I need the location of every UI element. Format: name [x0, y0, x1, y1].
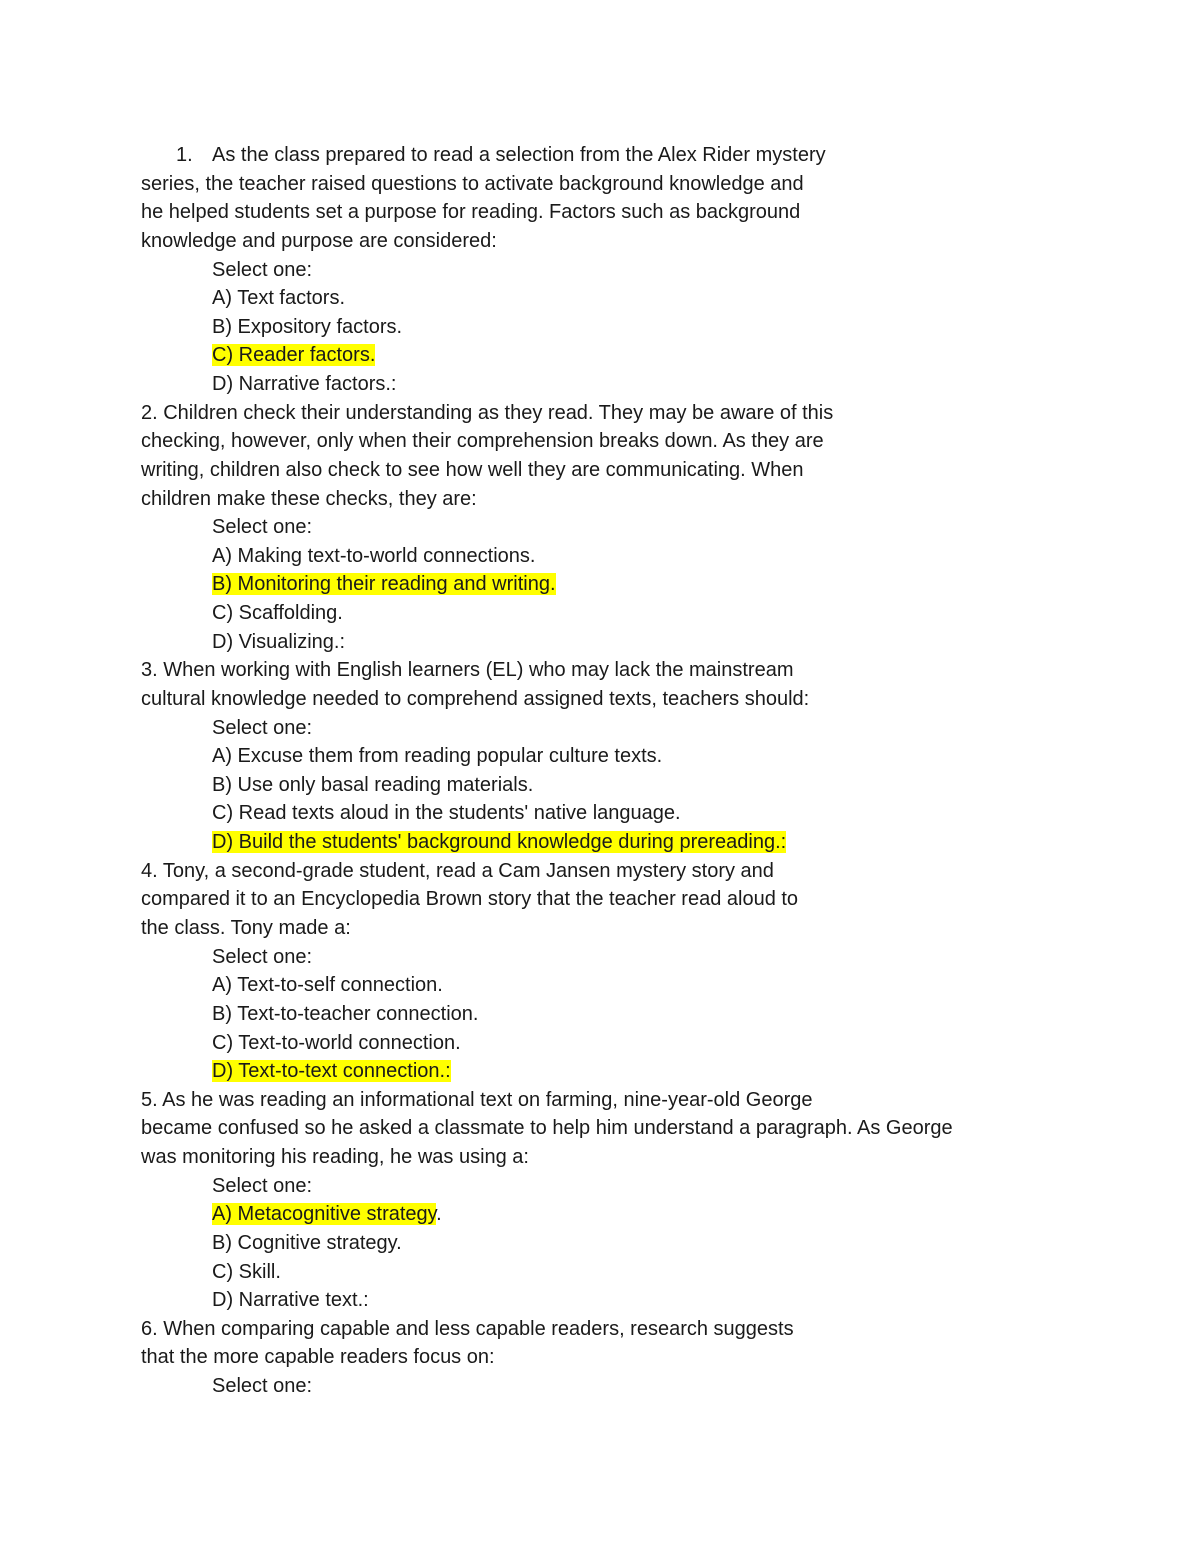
answer-option-correct-text: B) Monitoring their reading and writing. — [212, 573, 556, 596]
question-text-line — [212, 143, 826, 167]
answer-option-text: D) Narrative factors.: — [212, 373, 397, 396]
question-text-line-text: 3. When working with English learners (EL) who may lack the mainstream — [141, 659, 794, 682]
select-one-label-text: Select one: — [212, 1174, 313, 1197]
answer-option — [212, 773, 533, 797]
answer-option-correct-text: A) Metacognitive strategy — [212, 1203, 437, 1226]
question-text-line — [141, 172, 804, 196]
answer-option — [212, 544, 535, 568]
question-text-line-text: knowledge and purpose are considered: — [141, 229, 497, 252]
answer-option — [212, 1031, 461, 1055]
answer-option — [212, 315, 402, 339]
question-text-line — [141, 916, 351, 940]
answer-option-text: B) Use only basal reading materials. — [212, 773, 534, 796]
answer-option-correct-text: D) Text-to-text connection.: — [212, 1060, 451, 1083]
question-text-line-text: cultural knowledge needed to comprehend assigned texts, teachers should: — [141, 687, 810, 710]
answer-option — [212, 1002, 478, 1026]
answer-option-correct-text: C) Reader factors. — [212, 344, 376, 367]
question-text-line — [141, 458, 804, 482]
question-text-line-text: series, the teacher raised questions to activate background knowledge and — [141, 172, 804, 195]
answer-option — [212, 744, 662, 768]
select-one-label-text: Select one: — [212, 258, 313, 281]
question-text-line-text: 4. Tony, a second-grade student, read a Cam Jansen mystery story and — [141, 859, 774, 882]
answer-option-text: B) Cognitive strategy. — [212, 1231, 402, 1254]
select-one-label-text: Select one: — [212, 716, 313, 739]
answer-option-text: A) Excuse them from reading popular culture texts. — [212, 745, 663, 768]
answer-option-correct — [212, 1059, 451, 1083]
select-one-label — [212, 515, 312, 539]
answer-option — [212, 286, 345, 310]
question-text-line-text: the class. Tony made a: — [141, 917, 351, 939]
question-text-line-text: was monitoring his reading, he was using a: — [141, 1146, 529, 1169]
question-text-line — [141, 229, 497, 253]
question-text-line-text: 5. As he was reading an informational text on farming, nine-year-old George — [141, 1088, 813, 1111]
answer-option-suffix: . — [436, 1203, 442, 1226]
select-one-label — [212, 1174, 312, 1198]
question-text-line-text: he helped students set a purpose for reading. Factors such as background — [141, 201, 801, 224]
question-text-line — [141, 859, 774, 883]
question-text-line-text: writing, children also check to see how well they are communicating. When — [141, 458, 804, 481]
answer-option-text: D) Visualizing.: — [212, 630, 346, 653]
answer-option-text: A) Making text-to-world connections. — [212, 544, 536, 567]
question-text-line-text: became confused so he asked a classmate to help him understand a paragraph. As George — [141, 1117, 953, 1140]
answer-option-correct — [212, 1202, 442, 1226]
question-text-line — [141, 401, 833, 425]
question-text-line-text: 2. Children check their understanding as they read. They may be aware of this — [141, 401, 834, 424]
answer-option — [212, 801, 681, 825]
answer-option-text: A) Text factors. — [212, 287, 346, 310]
select-one-label — [212, 945, 312, 969]
answer-option — [212, 1288, 369, 1312]
answer-option-correct-text: D) Build the students' background knowledge during prereading.: — [212, 831, 787, 854]
question-text-line-text: compared it to an Encyclopedia Brown story that the teacher read aloud to — [141, 888, 799, 911]
question-text-line — [141, 1345, 495, 1369]
select-one-label-text: Select one: — [212, 1375, 313, 1398]
answer-option — [212, 1231, 402, 1255]
question-text-line — [141, 1116, 953, 1140]
answer-option-correct — [212, 572, 556, 596]
select-one-label-text: Select one: — [212, 516, 313, 539]
answer-option — [212, 372, 396, 396]
question-text-line — [141, 687, 809, 711]
question-text-line — [141, 1145, 529, 1169]
answer-option-text: C) Text-to-world connection. — [212, 1031, 461, 1054]
question-text-line — [141, 658, 793, 682]
question-text-line — [141, 487, 477, 511]
question-text-line — [141, 887, 798, 911]
select-one-label — [212, 1374, 312, 1398]
answer-option — [212, 1260, 281, 1284]
answer-option-text: B) Expository factors. — [212, 315, 403, 338]
answer-option — [212, 630, 345, 654]
question-text-line — [141, 429, 824, 453]
answer-option-correct — [212, 343, 375, 367]
answer-option-text: C) Read texts aloud in the students' native language. — [212, 802, 681, 825]
question-text-line-text: 6. When comparing capable and less capable readers, research suggests — [141, 1317, 794, 1340]
question-text-line — [141, 1317, 794, 1341]
question-text-line-text: checking, however, only when their comprehension breaks down. As they are — [141, 430, 824, 453]
select-one-label-text: Select one: — [212, 945, 313, 968]
question-text-line — [141, 200, 800, 224]
select-one-label — [212, 716, 312, 740]
answer-option-text: A) Text-to-self connection. — [212, 974, 443, 997]
answer-option-correct — [212, 830, 786, 854]
question-text-line-text: that the more capable readers focus on: — [141, 1346, 495, 1369]
answer-option-text: C) Scaffolding. — [212, 602, 343, 625]
answer-option-text: D) Narrative text.: — [212, 1289, 369, 1312]
answer-option-text: C) Skill. — [212, 1260, 281, 1283]
answer-option — [212, 973, 443, 997]
question-text-line — [141, 1088, 812, 1112]
select-one-label — [212, 258, 312, 282]
answer-option-text: B) Text-to-teacher connection. — [212, 1002, 479, 1025]
question-text-line-text: As the class prepared to read a selection from the Alex Rider mystery — [212, 144, 826, 166]
question-number: 1. — [176, 144, 193, 166]
answer-option — [212, 601, 343, 625]
question-text-line-text: children make these checks, they are: — [141, 487, 477, 510]
